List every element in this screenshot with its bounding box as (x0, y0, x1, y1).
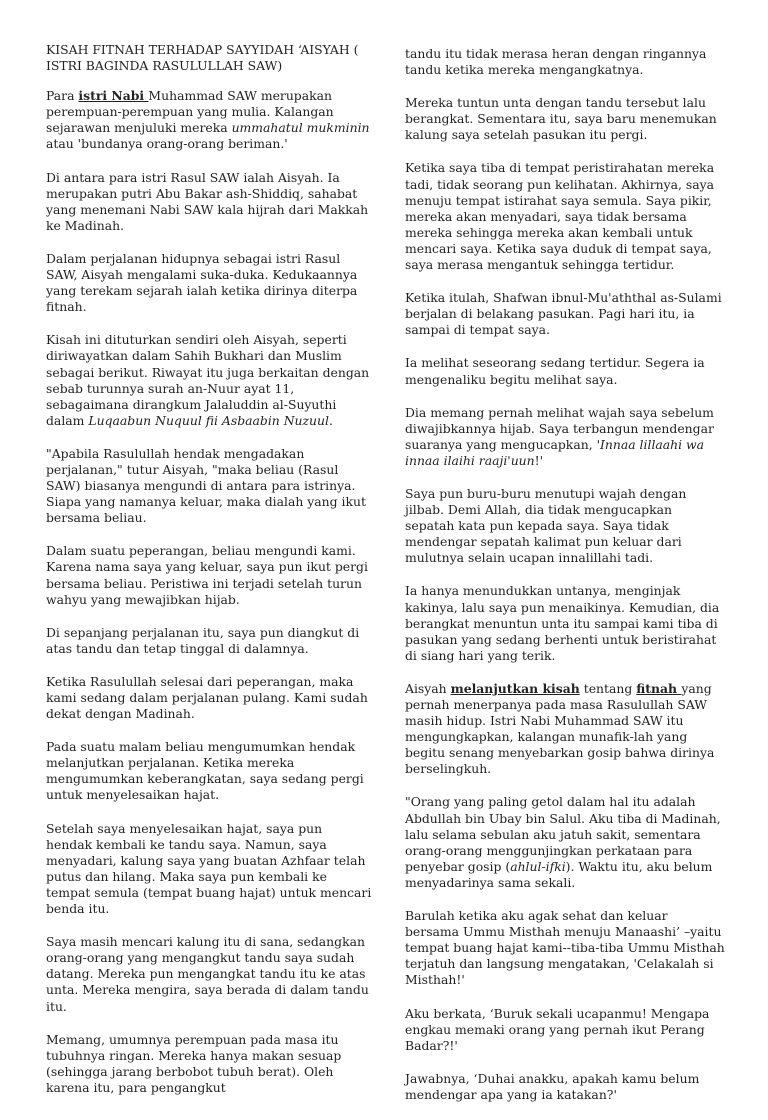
paragraph: Barulah ketika aku agak sehat dan keluar bersama Ummu Misthah menuju Manaashi’ –yaitu tempat buang hajat kami--tiba-tiba Ummu Misthah terjatuh dan langsung mengatakan, 'Celakalah si Misthah!' (405, 908, 725, 988)
italic-term: ummahatul mukminin (231, 120, 370, 136)
paragraph: Dalam suatu peperangan, beliau mengundi kami. Karena nama saya yang keluar, saya pun ikut pergi bersama beliau. Peristiwa ini terjadi setelah turun wahyu yang mewajibkan hijab. (46, 543, 368, 607)
text: "Orang yang paling getol dalam hal itu adalah Abdullah bin Ubay bin Salul. Aku tiba di Madinah, lalu selama sebulan aku jatuh sakit, sementara orang-orang menggunjingkan perkataan para penyebar gosip ( (405, 794, 721, 874)
italic-book-title: Luqaabun Nuquul fii Asbaabin Nuzuul (88, 412, 329, 428)
text: tentang (579, 680, 637, 696)
paragraph: Setelah saya menyelesaikan hajat, saya pun hendak kembali ke tandu saya. Namun, saya menyadari, kalung saya yang buatan Azhfaar telah putus dan hilang. Maka saya pun kembali ke tempat semula (tempat buang hajat) untuk mencari benda itu. (46, 820, 372, 917)
paragraph: Mereka tuntun unta dengan tandu tersebut lalu berangkat. Sementara itu, saya baru menemukan kalung saya setelah pasukan itu pergi. (405, 95, 717, 143)
paragraph (405, 794, 725, 891)
paragraph: Memang, umumnya perempuan pada masa itu tubuhnya ringan. Mereka hanya makan sesuap (sehingga jarang berbobot tubuh berat). Oleh karena itu, para pengangkut (46, 1031, 342, 1095)
paragraph: Ketika saya tiba di tempat peristirahatan mereka tadi, tidak seorang pun kelihatan. Akhirnya, saya menuju tempat istirahat saya semula. Saya pikir, mereka akan menyadari, saya tidak bersama mereka sehingga mereka akan kembali untuk mencari saya. Ketika saya duduk di tempat saya, saya merasa mengantuk sehingga tertidur. (405, 160, 715, 273)
paragraph: Pada suatu malam beliau mengumumkan hendak melanjutkan perjalanan. Ketika mereka mengumumkan keberangkatan, saya sedang pergi untuk menyelesaikan hajat. (46, 739, 364, 803)
link-melanjutkan-kisah[interactable]: melanjutkan kisah (450, 680, 580, 696)
text: Muhammad SAW merupakan perempuan-perempuan yang mulia. Kalangan sejarawan menjuluki mereka (46, 88, 334, 136)
text: yang pernah menerpanya pada masa Rasulullah SAW masih hidup. Istri Nabi Muhammad SAW itu mengungkapkan, kalangan munafik-lah yang begitu senang menyebarkan gosip bahwa dirinya berselingkuh. (405, 680, 715, 777)
paragraph: Saya masih mencari kalung itu di sana, sedangkan orang-orang yang mengangkut tandu saya sudah datang. Mereka pun mengangkat tandu itu ke atas unta. Mereka mengira, saya berada di dalam tandu itu. (46, 934, 369, 1014)
paragraph (405, 681, 725, 778)
paragraph: Ketika itulah, Shafwan ibnul-Mu'aththal as-Sulami berjalan di belakang pasukan. Pagi hari itu, ia sampai di tempat saya. (405, 290, 722, 338)
paragraph (46, 88, 372, 152)
paragraph: Ia melihat seseorang sedang tertidur. Segera ia mengenaliku begitu melihat saya. (405, 355, 705, 387)
italic-term: ahlul-ifki (510, 858, 566, 874)
link-fitnah[interactable]: fitnah (636, 680, 682, 696)
italic-phrase: Innaa lillaahi wa innaa ilaihi raaji'uun (405, 436, 705, 468)
text: . (329, 412, 333, 428)
article-title: KISAH FITNAH TERHADAP SAYYIDAH ‘AISYAH ( ISTRI BAGINDA RASULULLAH SAW) (46, 42, 359, 74)
link-istri-nabi[interactable]: istri Nabi (78, 88, 149, 104)
left-column (46, 42, 372, 1113)
paragraph: Aku berkata, ‘Buruk sekali ucapanmu! Mengapa engkau memaki orang yang pernah ikut Perang Badar?!' (405, 1005, 710, 1053)
text: Para (46, 88, 79, 104)
paragraph (405, 405, 725, 469)
paragraph: Di sepanjang perjalanan itu, saya pun diangkut di atas tandu dan tetap tinggal di dalamnya. (46, 624, 360, 656)
paragraph: Ketika Rasulullah selesai dari peperangan, maka kami sedang dalam perjalanan pulang. Kami sudah dekat dengan Madinah. (46, 673, 368, 722)
text: ). Waktu itu, aku belum menyadarinya sama sekali. (405, 858, 713, 890)
text: Dia memang pernah melihat wajah saya sebelum diwajibkannya hijab. Saya terbangun mendengar suaranya yang mengucapkan, ' (405, 404, 714, 452)
text: Aisyah (405, 680, 451, 696)
paragraph: Di antara para istri Rasul SAW ialah Aisyah. Ia merupakan putri Abu Bakar ash-Shiddiq, sahabat yang menemani Nabi SAW kala hijrah dari Makkah ke Madinah. (46, 169, 369, 233)
paragraph: Ia hanya menundukkan untanya, menginjak kakinya, lalu saya pun menaikinya. Kemudian, dia berangkat menuntun unta itu sampai kami tiba di pasukan yang sedang berhenti untuk beristirahat di siang hari yang terik. (405, 583, 720, 663)
paragraph: tandu itu tidak merasa heran dengan ringannya tandu ketika mereka mengangkatnya. (405, 46, 707, 78)
paragraph: Jawabnya, ‘Duhai anakku, apakah kamu belum mendengar apa yang ia katakan?' (405, 1070, 700, 1102)
paragraph: Saya pun buru-buru menutupi wajah dengan jilbab. Demi Allah, dia tidak mengucapkan sepatah kata pun kepada saya. Saya tidak mendengar sepatah kalimat pun keluar dari mulutnya selain ucapan innalillahi tadi. (405, 485, 687, 566)
text: Kisah ini dituturkan sendiri oleh Aisyah, seperti diriwayatkan dalam Sahih Bukhari dan Muslim sebagai berikut. Riwayat itu juga berkaitan dengan sebab turunnya surah an-Nuur ayat 11, sebagaimana dirangkum Jalaluddin al-Suyuthi dalam (46, 332, 370, 428)
paragraph: Dalam perjalanan hidupnya sebagai istri Rasul SAW, Aisyah mengalami suka-duka. Kedukaannya yang terekam sejarah ialah ketika dirinya diterpa fitnah. (46, 250, 358, 315)
paragraph: "Apabila Rasulullah hendak mengadakan perjalanan," tutur Aisyah, "maka beliau (Rasul SAW) biasanya mengundi di antara para istrinya. Siapa yang namanya keluar, maka dialah yang ikut bersama beliau. (46, 445, 366, 526)
text: atau 'bundanya orang-orang beriman.' (46, 136, 288, 152)
right-column (405, 46, 725, 1120)
paragraph (46, 332, 372, 429)
text: !' (534, 452, 544, 468)
